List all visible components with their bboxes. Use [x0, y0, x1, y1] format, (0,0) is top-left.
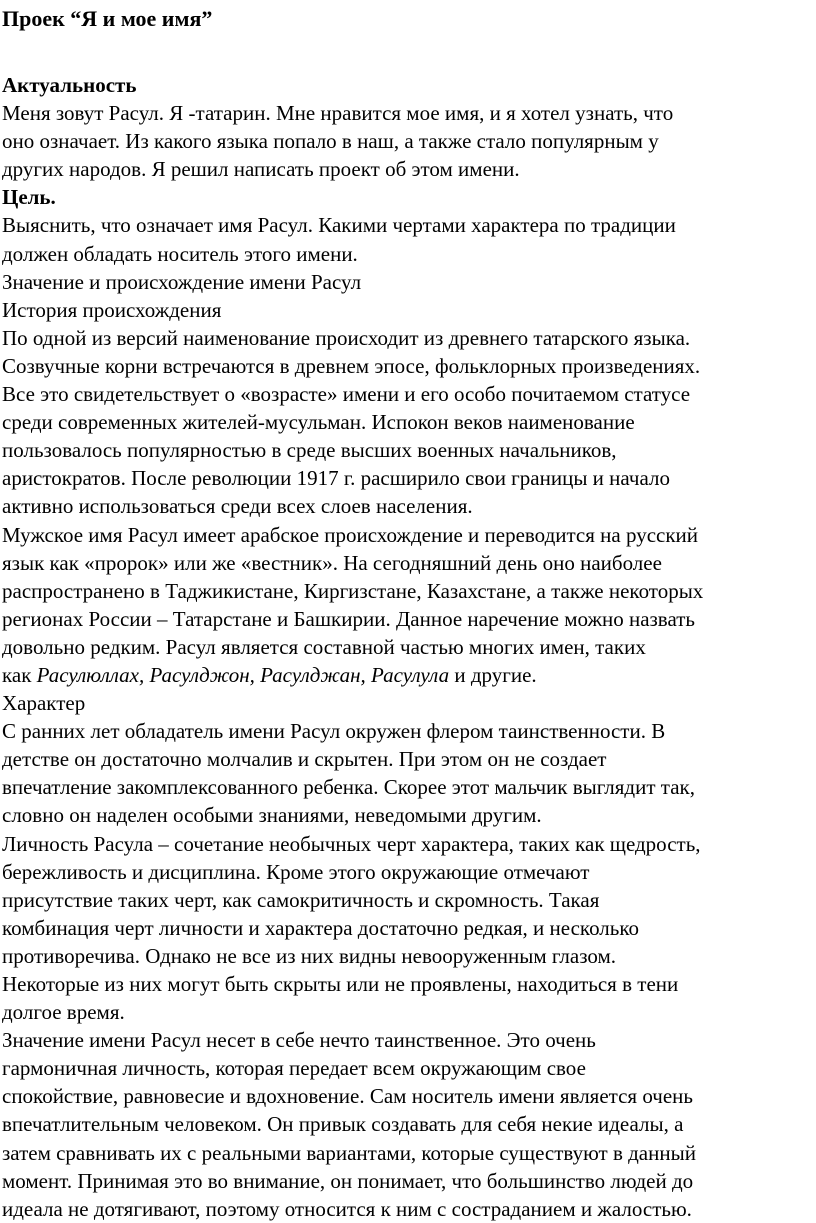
text-segment: Личность Расула – сочетание необычных черт характера, таких как щедрость,	[2, 831, 701, 856]
text-segment: Выяснить, что означает имя Расул. Какими чертами характера по традиции	[2, 213, 676, 238]
text-segment: регионах России – Татарстане и Башкирии. Данное наречение можно назвать	[2, 606, 695, 631]
text-line	[2, 1054, 816, 1082]
text-segment: Созвучные корни встречаются в древнем эпосе, фольклорных произведениях.	[2, 353, 701, 378]
text-segment: должен обладать носитель этого имени.	[2, 241, 358, 266]
text-line	[2, 914, 816, 942]
text-line	[2, 127, 816, 155]
text-segment: впечатление закомплексованного ребенка. Скорее этот мальчик выглядит так,	[2, 775, 695, 800]
text-line	[2, 830, 816, 858]
text-line	[2, 1082, 816, 1110]
text-segment: С ранних лет обладатель имени Расул окружен флером таинственности. В	[2, 719, 666, 744]
text-segment: спокойствие, равновесие и вдохновение. Сам носитель имени является очень	[2, 1084, 693, 1109]
text-segment: По одной из версий наименование происходит из древнего татарского языка.	[2, 325, 691, 350]
text-line	[2, 1026, 816, 1054]
section-heading: Цель.	[2, 185, 56, 210]
text-segment: аристократов. После революции 1917 г. расширило свои границы и начало	[2, 466, 670, 491]
text-line	[2, 661, 816, 689]
text-line	[2, 858, 816, 886]
text-line	[2, 99, 816, 127]
text-segment: оно означает. Из какого языка попало в наш, а также стало популярным у	[2, 129, 659, 154]
text-line	[2, 1167, 816, 1195]
text-line	[2, 324, 816, 352]
text-segment: присутствие таких черт, как самокритичность и скромность. Такая	[2, 887, 600, 912]
text-line	[2, 886, 816, 914]
text-line	[2, 577, 816, 605]
text-line	[2, 689, 816, 717]
text-segment: бережливость и дисциплина. Кроме этого окружающие отмечают	[2, 859, 590, 884]
text-line	[2, 633, 816, 661]
text-line	[2, 352, 816, 380]
text-segment: затем сравнивать их с реальными вариантами, которые существуют в данный	[2, 1140, 696, 1165]
text-segment: Характер	[2, 691, 86, 716]
text-segment: комбинация черт личности и характера достаточно редкая, и несколько	[2, 915, 639, 940]
text-segment: История происхождения	[2, 297, 222, 322]
text-segment: Некоторые из них могут быть скрыты или не проявлены, находиться в тени	[2, 972, 679, 996]
section-heading: Актуальность	[2, 73, 137, 97]
text-segment: среди современных жителей-мусульман. Испокон веков наименование	[2, 410, 635, 435]
text-line	[2, 296, 816, 324]
text-line	[2, 183, 816, 211]
text-line	[2, 1195, 816, 1223]
text-segment: Меня зовут Расул. Я -татарин. Мне нравится мое имя, и я хотел узнать, что	[2, 101, 674, 126]
text-segment: идеала не дотягивают, поэтому относится к ним с состраданием и жалостью.	[2, 1196, 692, 1221]
text-segment: Мужское имя Расул имеет арабское происхождение и переводится на русский	[2, 522, 699, 547]
text-segment: гармоничная личность, которая передает всем окружающим свое	[2, 1056, 586, 1081]
text-segment: Значение имени Расул несет в себе нечто таинственное. Это очень	[2, 1028, 596, 1053]
text-line	[2, 605, 816, 633]
text-line	[2, 408, 816, 436]
text-segment: довольно редким. Расул является составной частью многих имен, таких	[2, 634, 646, 659]
document-title: Проек “Я и мое имя”	[2, 6, 213, 31]
text-line	[2, 717, 816, 745]
text-line	[2, 1139, 816, 1167]
text-line	[2, 380, 816, 408]
text-line	[2, 211, 816, 239]
text-line	[2, 773, 816, 801]
text-line	[2, 268, 816, 296]
text-segment: словно он наделен особыми знаниями, неведомыми другим.	[2, 803, 542, 828]
text-segment: распространено в Таджикистане, Киргизстане, Казахстане, а также некоторых	[2, 578, 704, 603]
text-segment: и другие.	[449, 662, 537, 687]
text-segment: язык как «пророк» или же «вестник». На сегодняшний день оно наиболее	[2, 550, 662, 575]
text-segment: противоречива. Однако не все из них видны невооруженным глазом.	[2, 943, 617, 968]
text-segment: пользовалось популярностью в среде высших военных начальников,	[2, 438, 617, 463]
text-line	[2, 801, 816, 829]
text-line	[2, 998, 816, 1026]
text-segment: как	[2, 662, 37, 687]
title-spacer	[2, 34, 816, 71]
italic-text: Расулюллах, Расулджон, Расулджан, Расулула	[36, 662, 450, 687]
text-line	[2, 436, 816, 464]
text-line	[2, 1110, 816, 1138]
text-line	[2, 464, 816, 492]
text-line	[2, 521, 816, 549]
text-line	[2, 155, 816, 183]
text-segment: момент. Принимая это во внимание, он понимает, что большинство людей до	[2, 1168, 694, 1193]
text-segment: других народов. Я решил написать проект об этом имени.	[2, 157, 520, 182]
document-page	[2, 4, 816, 1223]
text-line	[2, 492, 816, 520]
text-line	[2, 240, 816, 268]
text-line	[2, 549, 816, 577]
text-segment: Все это свидетельствует о «возрасте» имени и его особо почитаемом статусе	[2, 382, 691, 407]
text-segment: активно использоваться среди всех слоев населения.	[2, 494, 473, 519]
text-segment: детстве он достаточно молчалив и скрытен. При этом он не создает	[2, 747, 607, 772]
text-segment: долгое время.	[2, 1000, 125, 1025]
document-body	[2, 71, 816, 1223]
text-segment: впечатлительным человеком. Он привык создавать для себя некие идеалы, а	[2, 1112, 684, 1137]
text-line	[2, 970, 816, 998]
text-line	[2, 745, 816, 773]
text-segment: Значение и происхождение имени Расул	[2, 269, 362, 294]
text-line	[2, 942, 816, 970]
text-line	[2, 71, 816, 99]
